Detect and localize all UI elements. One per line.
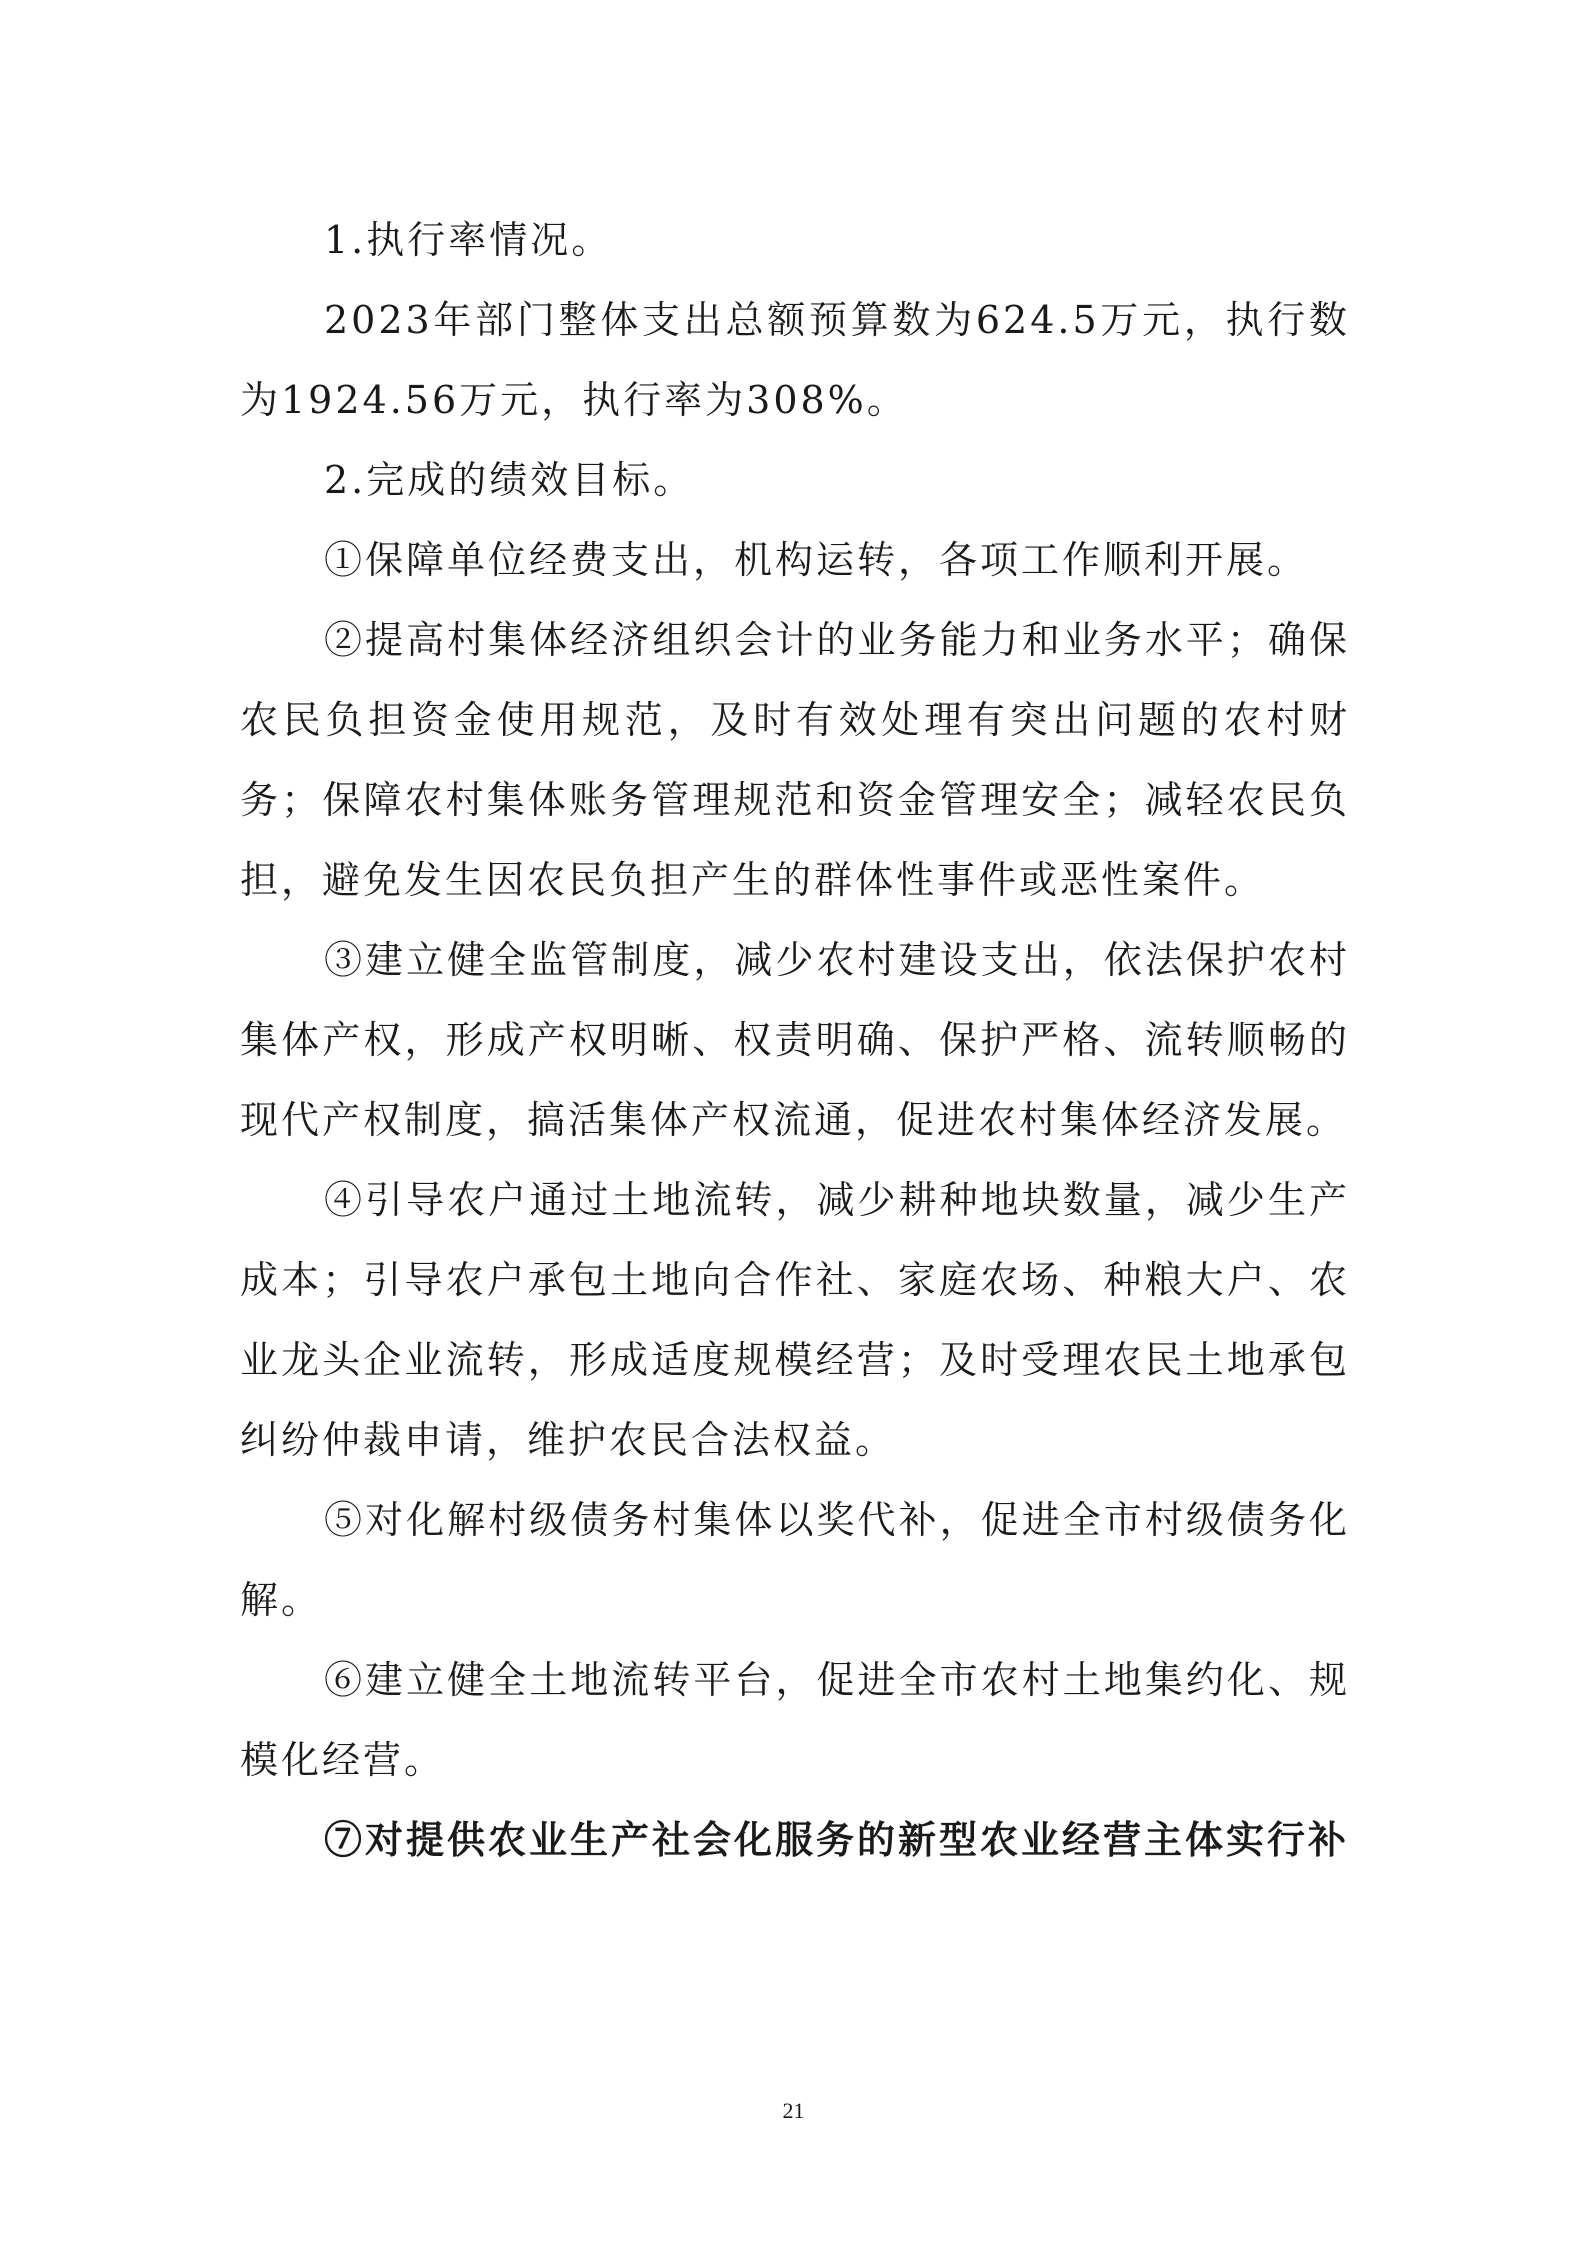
- heading-execution-rate: 1.执行率情况。: [324, 218, 613, 262]
- goal-item-1: ①保障单位经费支出，机构运转，各项工作顺利开展。: [324, 538, 1309, 582]
- body-text: [240, 200, 1350, 1880]
- goal-item-6: ⑥建立健全土地流转平台，促进全市农村土地集约化、规模化经营。: [240, 1658, 1350, 1782]
- page-number: 21: [782, 2098, 805, 2123]
- heading-performance-goals: 2.完成的绩效目标。: [324, 458, 695, 502]
- goal-item-3: ③建立健全监管制度，减少农村建设支出，依法保护农村集体产权，形成产权明晰、权责明确、保护严格、流转顺畅的现代产权制度，搞活集体产权流通，促进农村集体经济发展。: [240, 938, 1350, 1142]
- goal-item-4: ④引导农户通过土地流转，减少耕种地块数量，减少生产成本；引导农户承包土地向合作社、家庭农场、种粮大户、农业龙头企业流转，形成适度规模经营；及时受理农民土地承包纠纷仲裁申请，维护农民合法权益。: [240, 1178, 1350, 1462]
- paragraph-budget-execution: 2023年部门整体支出总额预算数为624.5万元，执行数为1924.56万元，执行率为308%。: [240, 298, 1350, 422]
- goal-item-2: ②提高村集体经济组织会计的业务能力和业务水平；确保农民负担资金使用规范，及时有效处理有突出问题的农村财务；保障农村集体账务管理规范和资金管理安全；减轻农民负担，避免发生因农民负担产生的群体性事件或恶性案件。: [240, 618, 1350, 902]
- goal-item-5: ⑤对化解村级债务村集体以奖代补，促进全市村级债务化解。: [240, 1498, 1350, 1622]
- goal-item-7: ⑦对提供农业生产社会化服务的新型农业经营主体实行补: [324, 1817, 1350, 1862]
